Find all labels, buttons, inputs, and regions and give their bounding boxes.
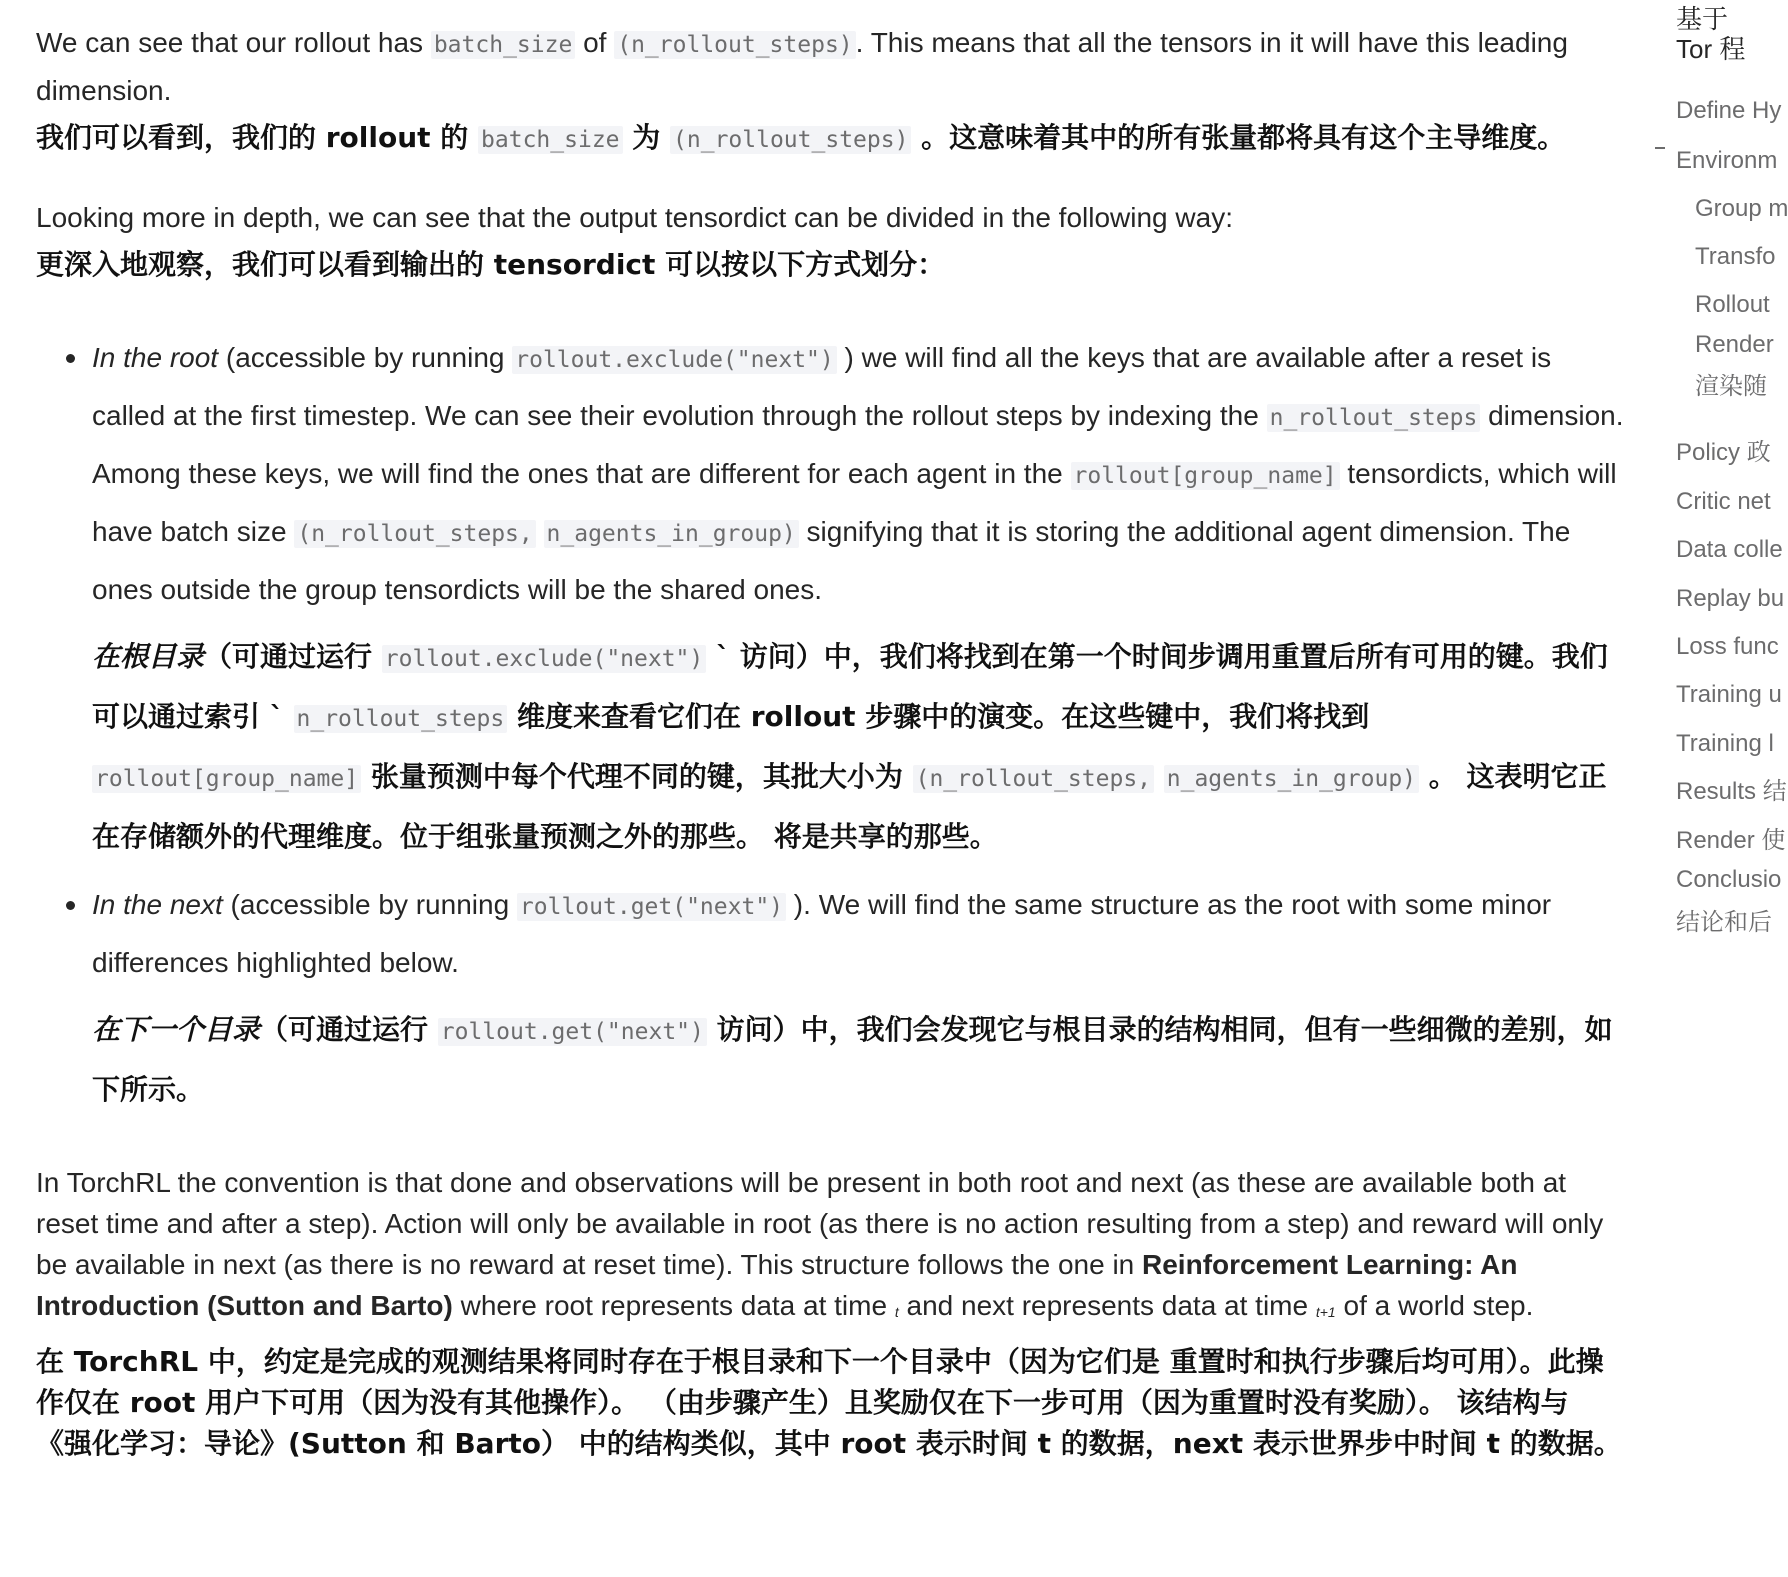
inline-code: rollout.get("next")	[517, 893, 786, 921]
toc-item[interactable]: Data colle	[1676, 536, 1783, 563]
toc-item[interactable]: Render	[1695, 331, 1774, 358]
toc-item[interactable]: Conclusio	[1676, 866, 1782, 893]
text: where root represents data at time	[452, 1290, 895, 1321]
paragraph-batch-size	[36, 20, 1626, 113]
text: 。这意味着其中的所有张量都将具有这个主导维度。	[911, 121, 1566, 154]
inline-code: batch_size	[478, 126, 622, 154]
math-t: t	[894, 1304, 899, 1320]
list-item-next-en	[92, 877, 1626, 991]
text: In the next	[92, 889, 223, 920]
text: 为	[622, 121, 671, 154]
inline-code: batch_size	[431, 31, 575, 59]
inline-code: rollout.get("next")	[438, 1018, 707, 1046]
text: （可通过运行	[204, 640, 382, 673]
toc-item[interactable]: Render 使	[1676, 827, 1786, 854]
text: . This means that all the tensors in it will have this leading dimension.	[36, 27, 1568, 106]
inline-code: rollout.exclude("next")	[382, 645, 707, 673]
text: 我们可以看到，我们的 rollout 的	[36, 121, 479, 154]
inline-code: (n_rollout_steps,	[913, 765, 1154, 793]
toc-sidebar	[1652, 0, 1788, 1577]
text: We can see that our rollout has	[36, 27, 431, 58]
inline-code: (n_rollout_steps)	[670, 126, 911, 154]
toc-item[interactable]: Policy 政	[1676, 439, 1771, 466]
text: of a world step.	[1335, 1290, 1534, 1321]
inline-code: rollout[group_name]	[92, 765, 361, 793]
tensordict-parts-list	[36, 330, 1626, 1118]
list-item-next-zh	[92, 1001, 1626, 1118]
math-t-plus-1: t+1	[1315, 1304, 1336, 1320]
inline-code: n_agents_in_group)	[1164, 765, 1419, 793]
toc-item[interactable]: Critic net	[1676, 488, 1771, 515]
toc-item[interactable]: Loss func	[1676, 633, 1779, 660]
text: signifying that it is storing the additional agent dimension. The ones outside the group tensordicts will be the shared ones.	[92, 516, 1571, 605]
text: 。 这表明它正在存储额外的代理维度。位于组张量预测之外的那些。 将是共享的那些。	[92, 760, 1607, 853]
text: ` 访问）中，我们将找到在第一个时间步调用重置后所有可用的键。我们可以通过索引 `	[92, 640, 1608, 733]
toc-item[interactable]: Results 结	[1676, 778, 1787, 805]
toc-item[interactable]: Replay bu	[1676, 585, 1785, 612]
toc-item[interactable]: Environm	[1676, 147, 1778, 174]
text: 维度来查看它们在 rollout 步骤中的演变。在这些键中，我们将找到	[507, 700, 1370, 733]
inline-code: (n_rollout_steps)	[614, 31, 855, 59]
list-item-root-zh	[92, 628, 1626, 865]
list-item-next	[92, 877, 1626, 1118]
collapse-dash-icon[interactable]	[1655, 147, 1665, 149]
inline-code: (n_rollout_steps,	[294, 520, 535, 548]
text: (accessible by running	[222, 889, 517, 920]
text: 访问）中，我们会发现它与根目录的结构相同，但有一些细微的差别，如下所示。	[92, 1013, 1613, 1106]
text: of	[575, 27, 615, 58]
paragraph-convention-zh: 在 TorchRL 中，约定是完成的观测结果将同时存在于根目录和下一个目录中（因为它们是 重置时和执行步骤后均可用）。此操作仅在 root 用户下可用（因为没有其他操作）。 （由步骤产生）且奖励仅在下一步可用（因为重置时没有奖励）。 该结构与 《强化学习：导论》(Sutton 和 Barto） 中的结构类似，其中 root 表示时间 t 的数据，next 表示世界步中时间 t 的数据。	[36, 1345, 1622, 1460]
toc-title[interactable]: 基于 Tor 程	[1676, 4, 1746, 64]
text: 在下一个目录	[92, 1013, 261, 1046]
main-content	[36, 20, 1626, 1464]
paragraph-batch-size-zh	[36, 113, 1626, 165]
toc-item[interactable]: Training l	[1676, 730, 1774, 757]
text: ) we will find all the keys that are available after a reset is called at the first timestep. We can see their evolution through the rollout steps by indexing the	[92, 342, 1552, 431]
paragraph-convention	[36, 1162, 1626, 1333]
paragraph-tensordict-division-zh: 更深入地观察，我们可以看到输出的 tensordict 可以按以下方式划分：	[36, 248, 946, 281]
text: 张量预测中每个代理不同的键，其批大小为	[361, 760, 913, 793]
inline-code: rollout[group_name]	[1071, 462, 1340, 490]
text: In the root	[92, 342, 219, 373]
list-item-root	[92, 330, 1626, 865]
text: （可通过运行	[260, 1013, 438, 1046]
text: (accessible by running	[218, 342, 513, 373]
toc-item[interactable]: 结论和后	[1676, 909, 1772, 936]
text: 在根目录	[92, 640, 205, 673]
paragraph-tensordict-division: Looking more in depth, we can see that the output tensordict can be divided in the following way:	[36, 202, 1233, 233]
toc-item[interactable]: Group m	[1695, 195, 1788, 222]
text: tensordicts, which will have batch size	[92, 458, 1617, 547]
toc-item[interactable]: Rollout	[1695, 291, 1770, 318]
inline-code: rollout.exclude("next")	[512, 346, 837, 374]
toc-item[interactable]: Define Hy	[1676, 97, 1782, 124]
text: In TorchRL the convention is that done and observations will be present in both root and next (as these are available both at reset time and after a step). Action will only be available in root (as there is no action resulting from a step) and reward will only be available in next (as there is no reward at reset time). This structure follows the one in	[36, 1167, 1604, 1280]
toc-item[interactable]: 渲染随	[1695, 373, 1767, 400]
inline-code: n_agents_in_group)	[544, 520, 799, 548]
toc-item[interactable]: Transfo	[1695, 243, 1776, 270]
text: dimension. Among these keys, we will find the ones that are different for each agent in the	[92, 400, 1624, 489]
book-reference: Reinforcement Learning: An Introduction (Sutton and Barto)	[36, 1249, 1518, 1321]
list-item-root-en	[92, 330, 1626, 618]
inline-code: n_rollout_steps	[1267, 404, 1481, 432]
text: and next represents data at time	[898, 1290, 1316, 1321]
text: ). We will find the same structure as the root with some minor differences highlighted below.	[92, 889, 1552, 978]
inline-code: n_rollout_steps	[294, 705, 508, 733]
toc-item[interactable]: Training u	[1676, 681, 1782, 708]
